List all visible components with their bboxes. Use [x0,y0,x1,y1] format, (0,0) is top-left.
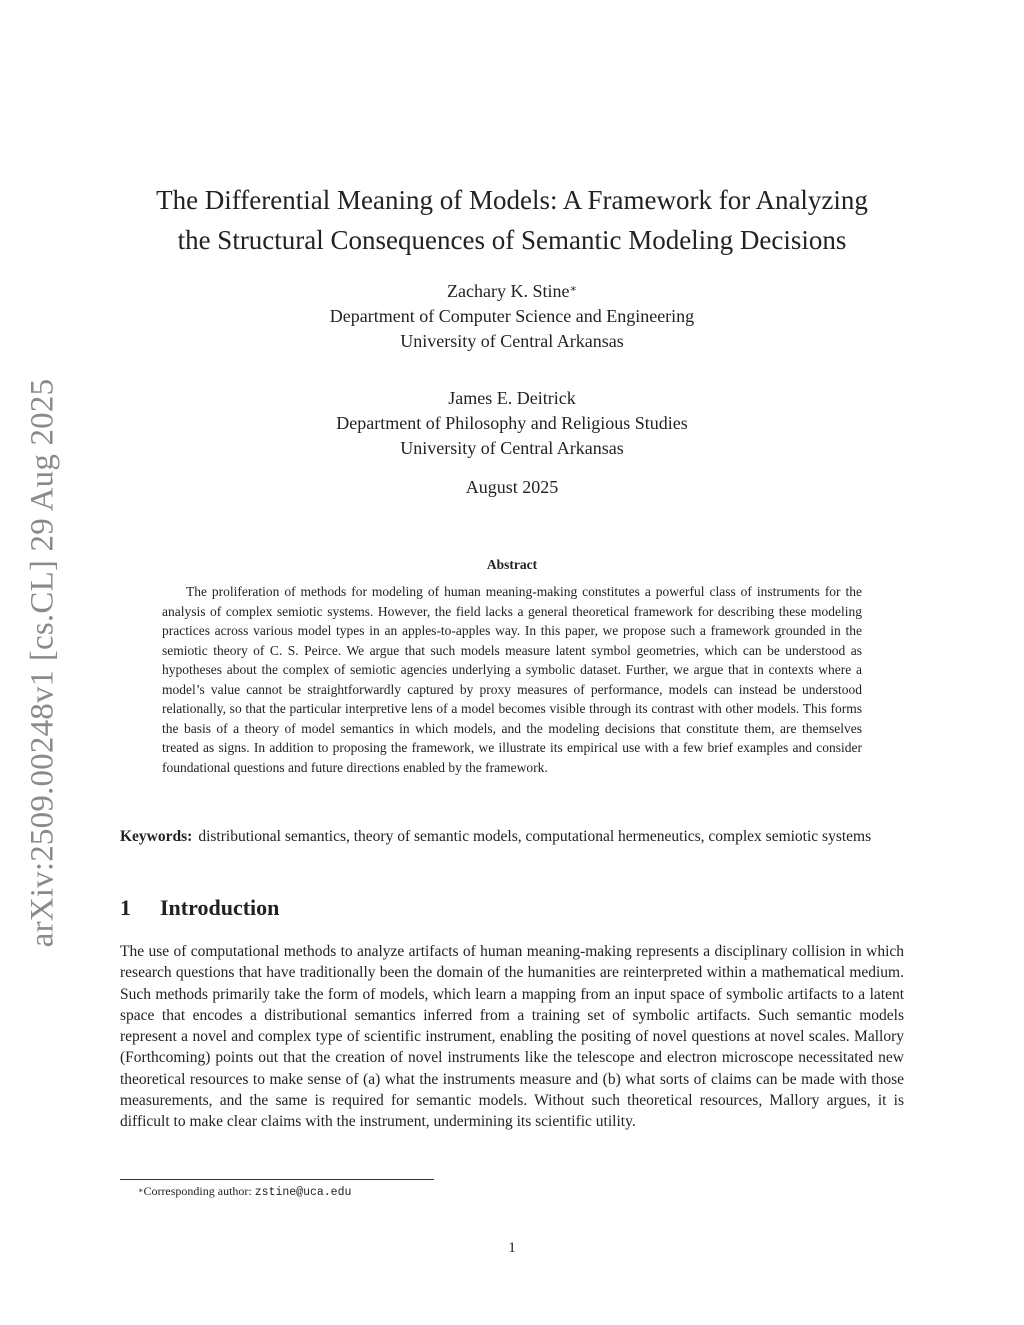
page-number: 1 [508,1240,516,1256]
footnote-email: zstine@uca.edu [254,1186,352,1199]
abstract-text: The proliferation of methods for modeling of human meaning-making constitutes a powerful class of instruments for the analysis of complex semiotic systems. However, the field lacks a general theoretical framework for describing these modeling practices across various model types in an apples-to-apples way. In this paper, we propose such a framework grounded in the semiotic theory of C. S. Peirce. We argue that such models measure latent symbol geometries, which can be understood as hypotheses about the complex of semiotic agencies underlying a symbolic dataset. Further, we argue that in contexts where a model’s value cannot be straightforwardly captured by proxy measures of performance, models can instead be understood relationally, so that the particular interpretive lens of a model becomes visible through its contrast with other models. This forms the basis of a theory of model semantics in which models, and the modeling decisions that constitute them, are themselves treated as signs. In addition to proposing the framework, we illustrate its empirical use with a few brief examples and consider foundational questions and future directions enabled by the framework. [162,584,862,775]
introduction-paragraph: The use of computational methods to analyze artifacts of human meaning-making represents a disciplinary collision in which research questions that have traditionally been the domain of the humanities are reinterpreted within a mathematical medium. Such methods primarily take the form of models, which learn a mapping from an input space of symbolic artifacts to a latent space that encodes a distributional semantics inferred from a training set of symbolic artifacts. Such semantic models represent a novel and complex type of scientific instrument, enabling the positing of novel questions at novel scales. Mallory (Forthcoming) points out that the creation of novel instruments like the telescope and electron microscope necessitated new theoretical resources to make sense of (a) what the instruments measure and (b) what sorts of claims can be made with those measurements, and the same is required for semantic models. Without such theoretical resources, Mallory argues, it is difficult to make clear claims with the instrument, undermining its scientific utility. [120,943,904,1131]
section-number: 1 [120,895,131,920]
author-block-2 [120,386,904,461]
section-heading-introduction [120,895,279,921]
arxiv-identifier-stamp: arXiv:2509.00248v1 [cs.CL] 29 Aug 2025 [24,378,61,948]
footnote-mark: ∗ [138,1186,144,1195]
paper-date: August 2025 [465,477,559,497]
keywords [120,826,904,847]
author-block-1 [120,279,904,354]
footnote [138,1183,351,1201]
paper-title [120,180,904,260]
author-2-department: Department of Philosophy and Religious Studies [336,413,688,433]
author-2-university: University of Central Arkansas [400,438,624,458]
author-1-footnote-mark: ∗ [569,283,577,295]
author-2-name: James E. Deitrick [448,388,576,408]
footnote-divider [120,1179,434,1180]
author-1-name: Zachary K. Stine [447,281,570,301]
abstract-heading: Abstract [486,557,538,572]
keywords-text: distributional semantics, theory of semantic models, computational hermeneutics, complex semiotic systems [198,828,872,845]
author-1-department: Department of Computer Science and Engineering [329,306,695,326]
title-line-2: the Structural Consequences of Semantic Modeling Decisions [177,225,847,255]
keywords-label: Keywords: [120,828,193,845]
footnote-label: Corresponding author: [143,1184,252,1198]
author-1-line [120,279,904,304]
section-title: Introduction [160,895,280,920]
title-line-1: The Differential Meaning of Models: A Framework for Analyzing [156,185,868,215]
author-1-university: University of Central Arkansas [400,331,624,351]
